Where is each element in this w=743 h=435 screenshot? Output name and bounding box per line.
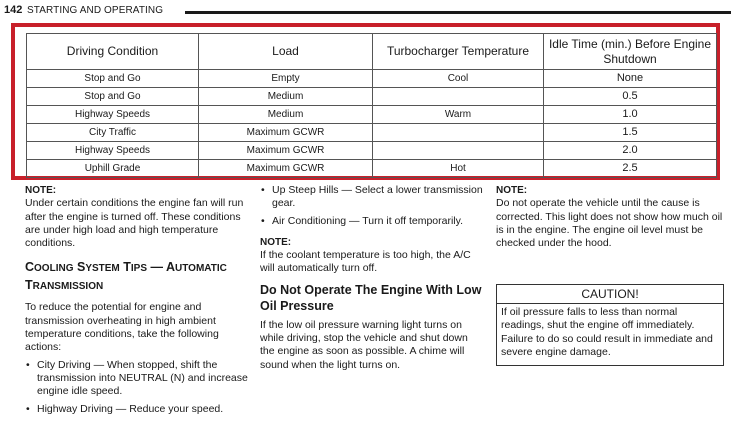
heading-part: IPS — [130, 263, 148, 275]
table-row — [27, 70, 717, 88]
caution-box — [496, 284, 724, 366]
table-cell: 0.5 — [544, 88, 717, 106]
section-title: STARTING AND OPERATING — [27, 5, 164, 16]
column-header: Load — [199, 34, 373, 70]
heading-part: T — [123, 260, 131, 275]
table-cell: Highway Speeds — [27, 106, 199, 124]
table-row — [27, 124, 717, 142]
list-item — [25, 403, 251, 416]
table-row — [27, 142, 717, 160]
table-cell — [373, 124, 544, 142]
column-header: Idle Time (min.) Before Engine Shutdown — [544, 34, 717, 70]
column-middle — [260, 184, 485, 372]
table-cell: Medium — [199, 88, 373, 106]
note-text: Do not operate the vehicle until the cause is corrected. This light does not show how much oil is in the engine. The engine oil level must be checked under the hood. — [496, 197, 723, 250]
column-left — [25, 184, 251, 416]
list-item-text: Highway Driving — Reduce your speed. — [37, 402, 224, 415]
table-cell: Stop and Go — [27, 70, 199, 88]
heading-part: OOLING — [34, 263, 74, 275]
heading-part: A — [166, 260, 176, 275]
table-cell: Maximum GCWR — [199, 142, 373, 160]
table-cell: Uphill Grade — [27, 160, 199, 178]
page-header — [0, 0, 743, 22]
heading-part: RANSMISSION — [32, 281, 104, 293]
note-label: NOTE: — [25, 185, 57, 196]
table-cell: 1.5 — [544, 124, 717, 142]
note-label: NOTE: — [260, 236, 292, 248]
bullet-icon: • — [26, 402, 30, 415]
table-cell: Warm — [373, 106, 544, 124]
table-cell: 2.5 — [544, 160, 717, 178]
table-cell: Maximum GCWR — [199, 160, 373, 178]
low-oil-pressure-text: If the low oil pressure warning light turns on while driving, stop the vehicle and shut down the engine as soon as possible. A chime will sound when the light turns on. — [260, 318, 468, 371]
bullet-icon: • — [26, 358, 30, 371]
tips-list-continued — [260, 184, 485, 228]
bullet-icon: • — [261, 214, 265, 227]
table-cell: None — [544, 70, 717, 88]
heading-part: C — [25, 260, 35, 275]
table-cell: Hot — [373, 160, 544, 178]
table-cell: 1.0 — [544, 106, 717, 124]
heading-part: T — [25, 278, 33, 293]
low-oil-pressure-heading: Do Not Operate The Engine With Low Oil Pressure — [260, 282, 482, 313]
caution-text: If oil pressure falls to less than normal readings, shut the engine off immediately. Failure to do so could result in immediate and severe engine damage. — [496, 304, 724, 366]
tips-list — [25, 359, 251, 416]
caution-label: CAUTION! — [496, 284, 724, 304]
list-item-text: City Driving — When stopped, shift the transmission into NEUTRAL (N) and increase engine idle speed. — [37, 358, 248, 398]
heading-part: — — [147, 260, 166, 275]
table-row — [27, 160, 717, 178]
list-item — [260, 215, 485, 228]
heading-part: UTOMATIC — [175, 263, 227, 275]
list-item — [260, 184, 485, 211]
note-label: NOTE: — [496, 185, 528, 196]
table-cell: Highway Speeds — [27, 142, 199, 160]
list-item-text: Air Conditioning — Turn it off temporarily. — [272, 214, 464, 227]
heading-part: YSTEM — [85, 263, 120, 275]
table-row — [27, 106, 717, 124]
intro-text: To reduce the potential for engine and transmission overheating in high ambient temperature conditions, take the following actions: — [25, 301, 219, 354]
table-cell: Cool — [373, 70, 544, 88]
table-cell — [373, 142, 544, 160]
note-text: Under certain conditions the engine fan will run after the engine is turned off. These conditions are under high load and high temperature conditions. — [25, 197, 244, 250]
list-item — [25, 359, 251, 399]
table-cell: Empty — [199, 70, 373, 88]
table-cell: Stop and Go — [27, 88, 199, 106]
table-row — [27, 88, 717, 106]
cooling-tips-heading — [25, 259, 251, 295]
column-header: Driving Condition — [27, 34, 199, 70]
header-rule — [185, 11, 731, 14]
bullet-icon: • — [261, 184, 265, 196]
column-header: Turbocharger Temperature — [373, 34, 544, 70]
table-header-row — [27, 34, 717, 70]
list-item-text: Up Steep Hills — Select a lower transmission gear. — [272, 184, 483, 210]
heading-part: S — [76, 260, 86, 275]
page-number: 142 — [4, 4, 23, 16]
note-text: If the coolant temperature is too high, the A/C will automatically turn off. — [260, 249, 471, 275]
table-cell: 2.0 — [544, 142, 717, 160]
table-cell: Medium — [199, 106, 373, 124]
idle-time-table — [26, 33, 717, 178]
column-right — [496, 184, 724, 250]
table-cell — [373, 88, 544, 106]
table-cell: Maximum GCWR — [199, 124, 373, 142]
table-cell: City Traffic — [27, 124, 199, 142]
